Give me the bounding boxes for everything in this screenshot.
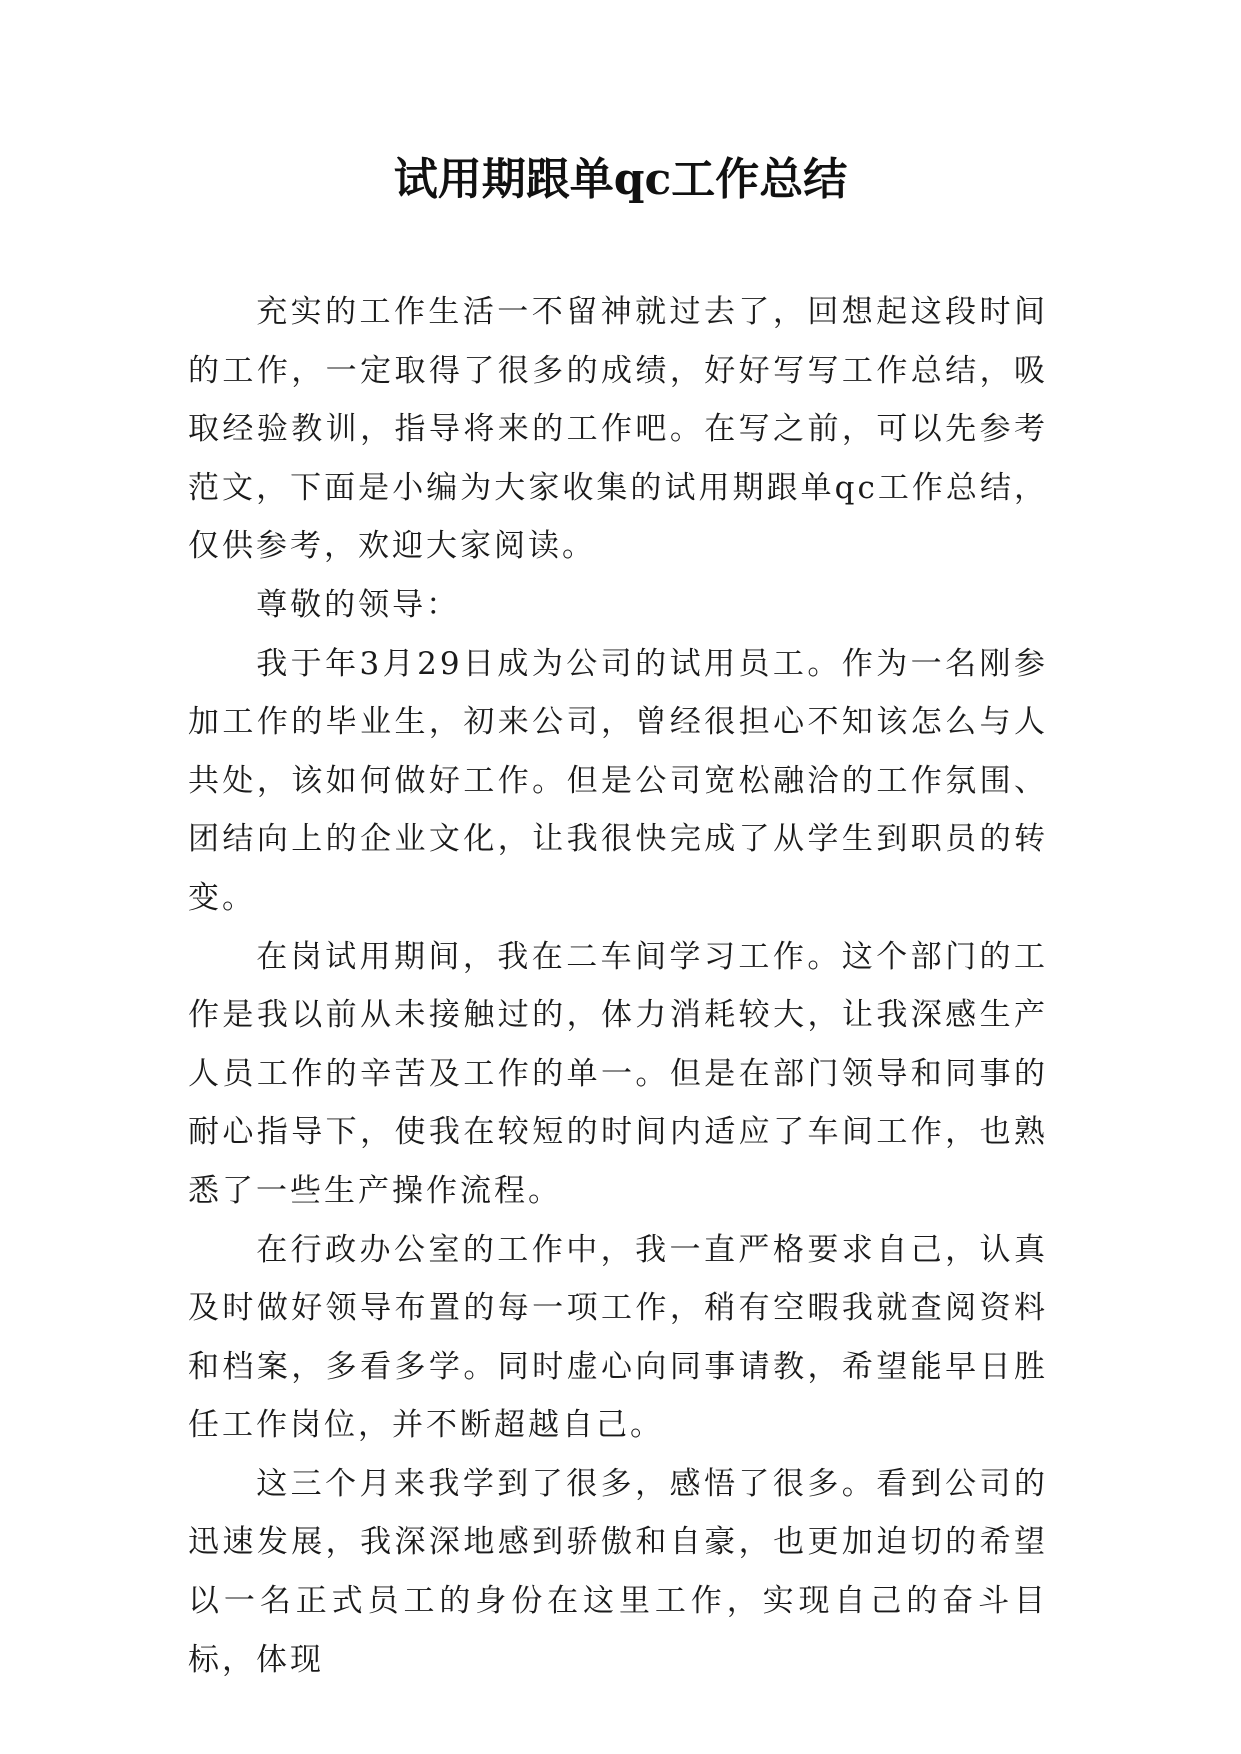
paragraph-office: 在行政办公室的工作中，我一直严格要求自己，认真及时做好领导布置的每一项工作，稍有空暇我就查阅资料和档案，多看多学。同时虚心向同事请教，希望能早日胜任工作岗位，并不断超越自己。 — [188, 1231, 1048, 1444]
paragraph-start: 我于年3月29日成为公司的试用员工。作为一名刚参加工作的毕业生，初来公司，曾经很担心不知该怎么与人共处，该如何做好工作。但是公司宽松融洽的工作氛围、团结向上的企业文化，让我很快完成了从学生到职员的转变。 — [188, 645, 1048, 916]
paragraph-intro: 充实的工作生活一不留神就过去了，回想起这段时间的工作，一定取得了很多的成绩，好好写写工作总结，吸取经验教训，指导将来的工作吧。在写之前，可以先参考范文，下面是小编为大家收集的试用期跟单qc工作总结，仅供参考，欢迎大家阅读。 — [188, 294, 1048, 565]
paragraph-salutation: 尊敬的领导： — [256, 586, 461, 623]
paragraph-reflection: 这三个月来我学到了很多，感悟了很多。看到公司的迅速发展，我深深地感到骄傲和自豪，也更加迫切的希望以一名正式员工的身份在这里工作，实现自己的奋斗目标，体现 — [188, 1465, 1048, 1678]
document-title: 试用期跟单qc工作总结 — [393, 154, 848, 205]
document-body — [188, 283, 1048, 1689]
paragraph-workshop: 在岗试用期间，我在二车间学习工作。这个部门的工作是我以前从未接触过的，体力消耗较大，让我深感生产人员工作的辛苦及工作的单一。但是在部门领导和同事的耐心指导下，使我在较短的时间内适应了车间工作，也熟悉了一些生产操作流程。 — [188, 938, 1048, 1209]
